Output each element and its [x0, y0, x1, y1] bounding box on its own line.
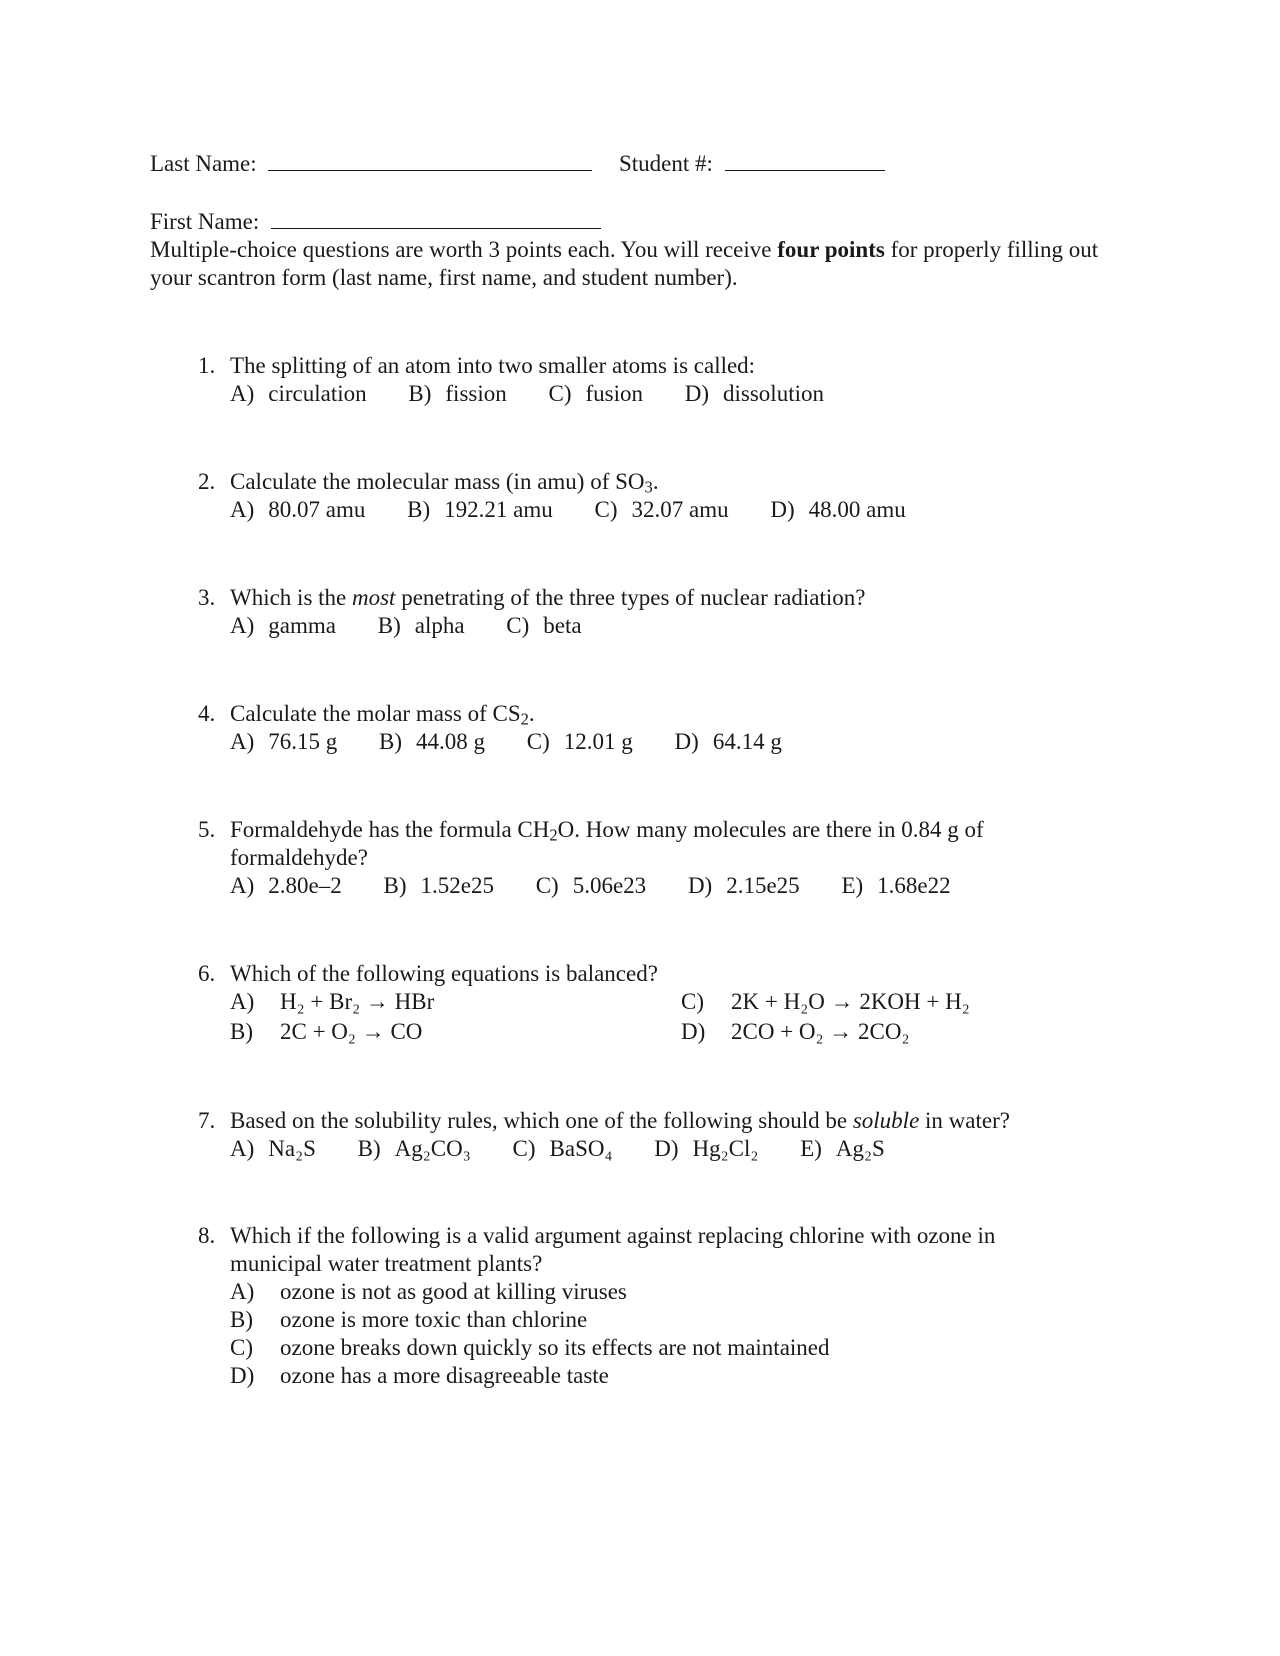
option-letter: A): [230, 989, 255, 1014]
question-4: [198, 700, 1098, 756]
option-text: 44.08 g: [416, 729, 486, 754]
option-text: fusion: [585, 381, 643, 406]
option-letter: A): [230, 613, 255, 638]
option-c[interactable]: [681, 988, 970, 1016]
option-text: BaSO₄: [549, 1136, 613, 1161]
stem-text: Calculate the molecular mass (in amu) of SO: [230, 469, 645, 494]
option-letter: C): [594, 497, 618, 522]
option-letter: A): [230, 381, 255, 406]
option-letter: B): [377, 613, 401, 638]
option-text: 2C + O₂ → CO: [280, 1019, 423, 1044]
option-letter: D): [684, 381, 710, 406]
option-letter: E): [800, 1136, 822, 1161]
option-d[interactable]: [654, 1135, 758, 1163]
option-b[interactable]: [379, 728, 485, 756]
option-text: ozone has a more disagreeable taste: [280, 1363, 609, 1388]
option-text: 80.07 amu: [268, 497, 366, 522]
student-number-field[interactable]: [725, 150, 885, 171]
stem-text: Calculate the molar mass of CS: [230, 701, 521, 726]
stem-text: Based on the solubility rules, which one of the following should be: [230, 1108, 853, 1133]
option-text: Ag₂S: [835, 1136, 885, 1161]
option-text: 48.00 amu: [808, 497, 906, 522]
question-5: [198, 816, 1078, 900]
question-stem: The splitting of an atom into two smaller atoms is called:: [230, 353, 756, 378]
option-letter: A): [230, 497, 255, 522]
option-text: 2.80e–2: [268, 873, 342, 898]
last-name-row: [150, 150, 592, 178]
option-c[interactable]: [548, 380, 643, 408]
question-7: [198, 1107, 1098, 1163]
option-letter: D): [230, 1363, 255, 1388]
stem-text-end: .: [528, 701, 535, 726]
option-text: 5.06e23: [572, 873, 647, 898]
stem-text: Formaldehyde has the formula CH: [230, 817, 550, 842]
option-c[interactable]: [230, 1334, 1078, 1362]
option-b[interactable]: [384, 872, 494, 900]
option-text: alpha: [414, 613, 465, 638]
option-text: Hg₂Cl₂: [692, 1136, 759, 1161]
option-a[interactable]: [230, 728, 337, 756]
option-letter: B): [407, 497, 431, 522]
stem-emphasis: most: [352, 585, 396, 610]
first-name-row: [150, 208, 601, 236]
question-number: 4.: [198, 701, 216, 726]
option-text: ozone breaks down quickly so its effects are not maintained: [280, 1335, 830, 1360]
option-row: [230, 496, 1098, 524]
student-number-label: Student #:: [619, 151, 713, 176]
instructions-bold: four points: [777, 237, 885, 262]
student-number-row: [619, 150, 885, 178]
instructions: [150, 236, 1110, 292]
option-text: 1.68e22: [877, 873, 951, 898]
question-stem: [230, 816, 1078, 872]
option-letter: B): [408, 381, 432, 406]
option-a[interactable]: [230, 872, 342, 900]
option-letter: C): [535, 873, 559, 898]
option-b[interactable]: [378, 612, 465, 640]
stem-text-end: in water?: [919, 1108, 1010, 1133]
option-e[interactable]: [841, 872, 950, 900]
option-text: dissolution: [723, 381, 824, 406]
option-letter: D): [681, 1019, 706, 1044]
option-letter: D): [687, 873, 713, 898]
option-a[interactable]: [230, 988, 434, 1016]
option-letter: C): [512, 1136, 536, 1161]
first-name-label: First Name:: [150, 209, 260, 234]
option-d[interactable]: [681, 1018, 910, 1046]
option-b[interactable]: [358, 1135, 471, 1163]
option-c[interactable]: [595, 496, 729, 524]
option-letter: D): [654, 1136, 679, 1161]
question-stem: [230, 700, 1098, 728]
question-stem: [230, 584, 1098, 612]
option-row: [230, 380, 1098, 408]
option-letter: A): [230, 1279, 255, 1304]
option-letter: D): [770, 497, 795, 522]
option-letter: B): [230, 1019, 253, 1044]
option-letter: A): [230, 1136, 255, 1161]
question-number: 6.: [198, 961, 216, 986]
option-text: circulation: [268, 381, 367, 406]
option-letter: C): [548, 381, 572, 406]
option-letter: B): [357, 1136, 381, 1161]
stem-emphasis: soluble: [852, 1108, 920, 1133]
option-a[interactable]: [230, 612, 336, 640]
option-letter: C): [506, 613, 530, 638]
option-text: 2.15e25: [726, 873, 800, 898]
option-a[interactable]: [230, 380, 367, 408]
option-letter: A): [230, 873, 255, 898]
option-letter: B): [230, 1307, 253, 1332]
question-number: 1.: [198, 353, 216, 378]
question-stem: [230, 468, 1098, 496]
option-b[interactable]: [230, 1018, 422, 1046]
question-stem: Which of the following equations is balanced?: [230, 961, 658, 986]
option-a[interactable]: [230, 1135, 316, 1163]
option-grid: [230, 988, 1098, 1044]
option-row: [230, 612, 1098, 640]
option-c[interactable]: [527, 728, 633, 756]
option-e[interactable]: [800, 1135, 885, 1163]
option-text: 64.14 g: [712, 729, 782, 754]
option-c[interactable]: [536, 872, 646, 900]
option-row: [230, 1135, 1098, 1163]
option-letter: C): [526, 729, 550, 754]
option-a[interactable]: [230, 496, 365, 524]
option-text: 2K + H₂O → 2KOH + H₂: [731, 989, 970, 1014]
question-number: 3.: [198, 585, 216, 610]
option-c[interactable]: [506, 612, 581, 640]
instructions-text-end: for properly filling out your scantron form (last name, first name, and student number).: [150, 237, 1099, 290]
option-text: beta: [543, 613, 582, 638]
option-row: [230, 872, 1078, 900]
option-d[interactable]: [688, 872, 800, 900]
option-a[interactable]: [230, 1278, 1078, 1306]
option-b[interactable]: [230, 1306, 1078, 1334]
option-d[interactable]: [230, 1362, 1078, 1390]
option-d[interactable]: [685, 380, 824, 408]
option-b[interactable]: [408, 380, 506, 408]
option-letter: E): [841, 873, 864, 898]
option-text: ozone is more toxic than chlorine: [280, 1307, 588, 1332]
option-text: fission: [445, 381, 507, 406]
stem-text-end: penetrating of the three types of nuclear radiation?: [395, 585, 866, 610]
stem-text-end: O. How many molecules are there in 0.84 g of formaldehyde?: [230, 817, 984, 870]
option-d[interactable]: [675, 728, 782, 756]
instructions-text: Multiple-choice questions are worth 3 points each. You will receive: [150, 237, 778, 262]
last-name-field[interactable]: [268, 150, 592, 171]
option-text: gamma: [268, 613, 336, 638]
option-text: 76.15 g: [268, 729, 338, 754]
stem-text-end: .: [652, 469, 659, 494]
option-text: Ag₂CO₃: [394, 1136, 471, 1161]
option-text: Na₂S: [268, 1136, 316, 1161]
option-letter: A): [230, 729, 255, 754]
option-c[interactable]: [513, 1135, 613, 1163]
option-text: 12.01 g: [563, 729, 633, 754]
option-d[interactable]: [770, 496, 905, 524]
stem-subscript: 2: [549, 825, 558, 845]
stem-text: Which is the: [230, 585, 352, 610]
option-letter: B): [379, 729, 403, 754]
option-text: 2CO + O₂ → 2CO₂: [731, 1019, 910, 1044]
option-text: 192.21 amu: [444, 497, 553, 522]
question-6: [198, 960, 1098, 1044]
option-text: 32.07 amu: [631, 497, 729, 522]
question-3: [198, 584, 1098, 640]
option-text: ozone is not as good at killing viruses: [280, 1279, 627, 1304]
last-name-label: Last Name:: [150, 151, 257, 176]
option-b[interactable]: [407, 496, 553, 524]
question-8: [198, 1222, 1078, 1390]
question-number: 2.: [198, 469, 216, 494]
question-1: [198, 352, 1098, 408]
option-letter: C): [681, 989, 704, 1014]
option-letter: D): [674, 729, 699, 754]
option-text: 1.52e25: [420, 873, 494, 898]
question-2: [198, 468, 1098, 524]
option-text: H₂ + Br₂ → HBr: [280, 989, 435, 1014]
stem-subscript: 2: [520, 709, 529, 729]
question-stem: [230, 1107, 1098, 1135]
question-number: 7.: [198, 1108, 216, 1133]
stem-subscript: 3: [644, 477, 653, 497]
question-number: 8.: [198, 1223, 216, 1248]
question-stem: Which if the following is a valid argument against replacing chlorine with ozone in municipal water treatment plants?: [230, 1223, 996, 1276]
question-number: 5.: [198, 817, 216, 842]
first-name-field[interactable]: [271, 208, 601, 229]
option-row: [230, 728, 1098, 756]
option-letter: B): [383, 873, 407, 898]
option-letter: C): [230, 1335, 253, 1360]
